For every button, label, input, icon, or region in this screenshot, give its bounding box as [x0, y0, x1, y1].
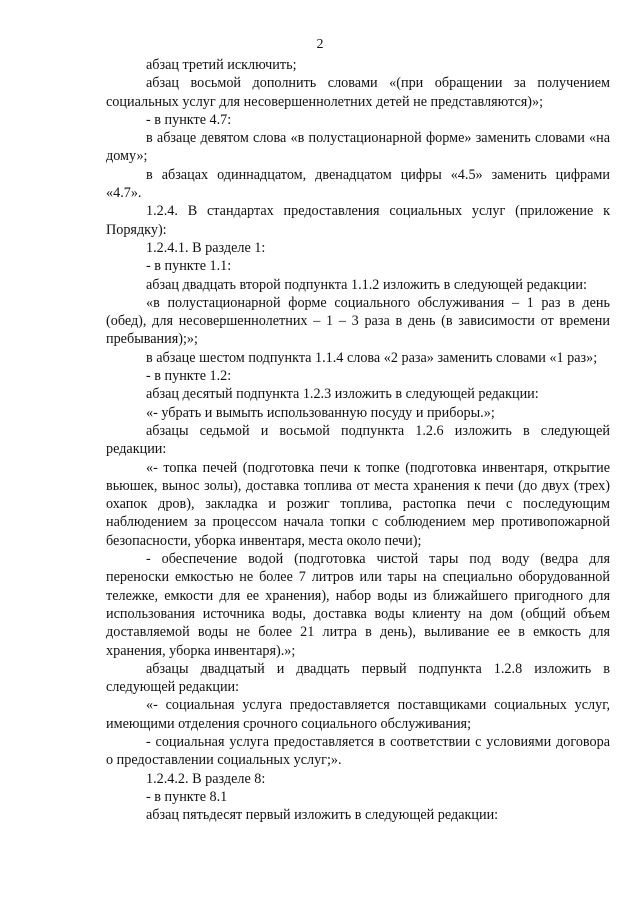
- page-number: 2: [316, 37, 324, 52]
- paragraph: 1.2.4.2. В разделе 8:: [146, 770, 266, 787]
- paragraph: абзац третий исключить;: [146, 57, 297, 73]
- paragraph: в абзаце девятом слова «в полустационарной форме» заменить словами «на дому»;: [106, 130, 610, 165]
- paragraph: абзацы двадцатый и двадцать первый подпункта 1.2.8 изложить в следующей редакции:: [106, 660, 610, 696]
- paragraph: абзацы седьмой и восьмой подпункта 1.2.6 изложить в следующей редакции:: [106, 422, 610, 458]
- paragraph: «- убрать и вымыть использованную посуду и приборы.»;: [146, 404, 495, 421]
- paragraph: «- топка печей (подготовка печи к топке (подготовка инвентаря, открытие вьюшек, вынос золы), доставка топлива от места хранения к печи (до двух (трех) охапок дров), закладка и розжиг топлива, растопка печи с последующим наблюдением за процессом начала топки с соблюдением мер противопожарной безопасности, уборка инвентаря, места около печи);: [106, 459, 610, 549]
- paragraph: абзац пятьдесят первый изложить в следующей редакции:: [146, 807, 499, 824]
- paragraph: - в пункте 1.2:: [146, 368, 232, 385]
- paragraph: «- социальная услуга предоставляется поставщиками социальных услуг, имеющими отделения срочного социального обслуживания;: [106, 697, 610, 732]
- paragraph: - социальная услуга предоставляется в соответствии с условиями договора о предоставлении социальных услуг;».: [106, 733, 610, 769]
- paragraph: 1.2.4. В стандартах предоставления социальных услуг (приложение к Порядку):: [106, 203, 610, 238]
- paragraph: абзац десятый подпункта 1.2.3 изложить в следующей редакции:: [146, 386, 539, 403]
- paragraph: - в пункте 8.1: [146, 788, 228, 805]
- paragraph: абзац восьмой дополнить словами «(при обращении за получением социальных услуг для несовершеннолетних детей не представляются)»;: [106, 75, 610, 110]
- paragraph: - в пункте 1.1:: [146, 258, 232, 275]
- paragraph: в абзацах одиннадцатом, двенадцатом цифры «4.5» заменить цифрами «4.7».: [106, 166, 610, 202]
- document-body: [106, 56, 610, 824]
- paragraph: 1.2.4.1. В разделе 1:: [146, 239, 266, 256]
- paragraph: - обеспечение водой (подготовка чистой тары под воду (ведра для переноски емкостью не более 7 литров или тары на специально оборудованной тележке, емкости для ее хранения), набор воды из ближайшего пригодного для использования источника воды, доставка воды клиенту на дом (общий объем доставляемой воды не более 21 литра в день), выливание ее в емкость для хранения, уборка инвентаря).»;: [106, 551, 610, 659]
- paragraph: абзац двадцать второй подпункта 1.1.2 изложить в следующей редакции:: [146, 276, 587, 293]
- paragraph: «в полустационарной форме социального обслуживания – 1 раз в день (обед), для несовершеннолетних – 1 – 3 раза в день (в зависимости от времени пребывания);»;: [106, 294, 610, 348]
- paragraph: в абзаце шестом подпункта 1.1.4 слова «2 раза» заменить словами «1 раз»;: [146, 349, 598, 366]
- paragraph: - в пункте 4.7:: [146, 111, 232, 128]
